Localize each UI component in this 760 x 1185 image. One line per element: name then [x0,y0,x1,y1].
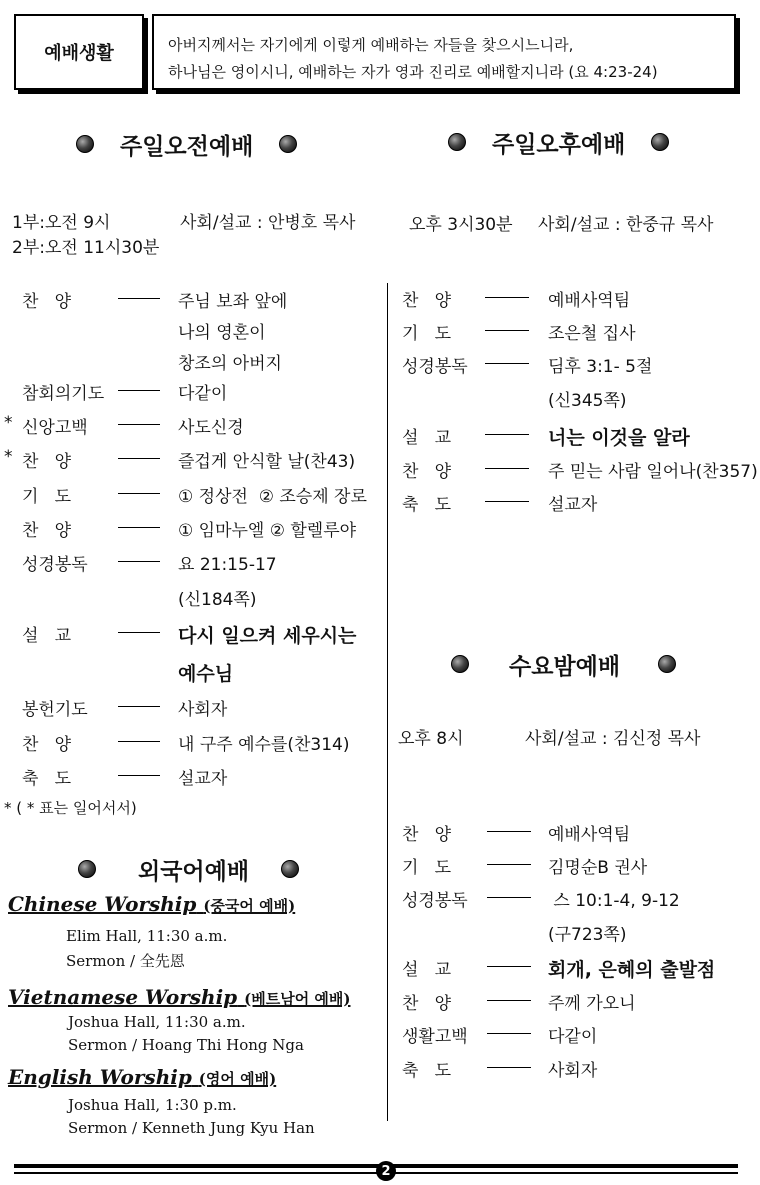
leader-dash [487,1000,531,1001]
leader-dash [118,493,160,494]
order-value: (구723쪽) [548,925,627,945]
order-label: 성경봉독 [22,555,88,575]
leader-dash [485,363,529,364]
column-divider [387,283,388,1121]
order-value: 설교자 [548,495,598,515]
page-number [376,1161,396,1181]
verse-line-2: 하나님은 영이시니, 예배하는 자가 영과 진리로 예배할지니라 (요 4:23-24) [168,63,658,81]
leader-dash [485,501,529,502]
order-label: 기 도 [402,324,452,344]
order-value: 조은철 집사 [548,324,636,344]
leader-dash [118,424,160,425]
leader-dash [487,864,531,865]
bullet-icon [279,135,297,153]
verse-line-1: 아버지께서는 자기에게 이렇게 예배하는 자들을 찾으시느니라, [168,36,574,54]
order-label: 설 교 [402,428,452,448]
chinese-title-text: Chinese Worship [8,892,197,916]
wednesday-time: 오후 8시 [398,729,464,749]
leader-dash [487,966,531,967]
foreign-title-text: 외국어예배 [138,858,250,885]
wednesday-title [451,647,676,681]
bullet-icon [281,860,299,878]
bullet-icon [78,860,96,878]
order-label: 찬 양 [402,994,452,1014]
order-value: (신184쪽) [178,590,257,610]
vietnamese-worship-title [8,985,350,1009]
chinese-sermon: Sermon / 全先恩 [66,952,185,970]
english-title-text: English Worship [8,1065,192,1089]
order-label: 성경봉독 [402,891,468,911]
leader-dash [118,298,160,299]
wednesday-title-text: 수요밤예배 [509,653,621,680]
afternoon-title [448,125,669,159]
morning-leader: 사회/설교 : 안병호 목사 [180,213,356,233]
english-sermon: Sermon / Kenneth Jung Kyu Han [68,1119,315,1137]
order-value: 딤후 3:1- 5절 [548,357,653,377]
leader-dash [485,297,529,298]
leader-dash [118,527,160,528]
chinese-title-kr: (중국어 예배) [203,897,296,915]
order-value: (신345쪽) [548,391,627,411]
standing-mark: * [4,413,13,433]
order-value: 사도신경 [178,418,244,438]
sermon-title: 회개, 은혜의 출발점 [548,959,716,981]
order-label: 축 도 [402,1061,452,1081]
vietnamese-title-text: Vietnamese Worship [8,985,238,1009]
leader-dash [118,741,160,742]
sermon-title: 다시 일으켜 세우시는 [178,625,357,647]
english-worship-title [8,1065,276,1089]
order-label: 설 교 [402,960,452,980]
chinese-worship-title [8,892,295,916]
order-value: 나의 영혼이 [178,323,266,343]
leader-dash [485,468,529,469]
leader-dash [118,706,160,707]
order-label: 설 교 [22,626,72,646]
morning-footnote: * ( * 표는 일어서서) [4,799,137,817]
order-value: 창조의 아버지 [178,354,282,374]
order-label: 찬 양 [402,291,452,311]
bullet-icon [651,133,669,151]
leader-dash [118,561,160,562]
section-label-box [14,14,144,90]
morning-title [76,127,297,161]
order-label: 신앙고백 [22,418,88,438]
order-label: 찬 양 [402,825,452,845]
order-value: 예배사역팀 [548,825,631,845]
order-label: 찬 양 [22,735,72,755]
order-label: 봉헌기도 [22,700,88,720]
vietnamese-title-kr: (베트남어 예배) [244,990,351,1008]
bullet-icon [658,655,676,673]
order-value: 설교자 [178,769,228,789]
order-value: 주께 가오니 [548,994,636,1014]
bullet-icon [76,135,94,153]
order-label: 축 도 [402,495,452,515]
english-location: Joshua Hall, 1:30 p.m. [68,1096,237,1114]
order-label: 축 도 [22,769,72,789]
foreign-title [78,852,299,886]
order-label: 참회의기도 [22,384,105,404]
order-value: 주 믿는 사람 일어나(찬357) [548,462,758,482]
order-value: 스 10:1-4, 9-12 [548,891,680,911]
sermon-title: 너는 이것을 알라 [548,427,690,449]
order-value: 사회자 [178,700,228,720]
morning-title-text: 주일오전예배 [120,133,254,160]
order-value: 내 구주 예수를(찬314) [178,735,350,755]
vietnamese-sermon: Sermon / Hoang Thi Hong Nga [68,1036,304,1054]
leader-dash [485,434,529,435]
order-value: 즐겁게 안식할 날(찬43) [178,452,356,472]
leader-dash [487,1067,531,1068]
morning-time-1: 1부:오전 9시 [12,213,111,233]
order-value: 요 21:15-17 [178,555,277,575]
order-label: 기 도 [22,487,72,507]
leader-dash [487,897,531,898]
order-value: ① 임마누엘 ② 할렐루야 [178,521,357,541]
order-value: 다같이 [548,1027,598,1047]
vietnamese-location: Joshua Hall, 11:30 a.m. [68,1013,246,1031]
order-value: 주님 보좌 앞에 [178,292,288,312]
verse-box [152,14,736,90]
morning-time-2: 2부:오전 11시30분 [12,238,160,258]
bullet-icon [448,133,466,151]
order-label: 성경봉독 [402,357,468,377]
order-label: 찬 양 [22,521,72,541]
wednesday-leader: 사회/설교 : 김신정 목사 [525,729,701,749]
order-value: 예배사역팀 [548,291,631,311]
leader-dash [487,831,531,832]
chinese-location: Elim Hall, 11:30 a.m. [66,927,228,945]
leader-dash [118,775,160,776]
order-label: 생활고백 [402,1027,468,1047]
order-label: 찬 양 [402,462,452,482]
leader-dash [487,1033,531,1034]
order-value: 다같이 [178,384,228,404]
order-label: 기 도 [402,858,452,878]
afternoon-leader: 사회/설교 : 한중규 목사 [538,215,714,235]
order-label: 찬 양 [22,292,72,312]
order-value: 사회자 [548,1061,598,1081]
sermon-title: 예수님 [178,663,234,685]
order-label: 찬 양 [22,452,72,472]
bullet-icon [451,655,469,673]
order-value: ① 정상전 ② 조승제 장로 [178,487,367,507]
leader-dash [118,458,160,459]
afternoon-time: 오후 3시30분 [409,215,513,235]
afternoon-title-text: 주일오후예배 [492,131,626,158]
page-number-text: 2 [381,1163,391,1179]
leader-dash [485,330,529,331]
section-label: 예배생활 [44,43,114,64]
english-title-kr: (영어 예배) [198,1070,277,1088]
standing-mark: * [4,447,13,467]
leader-dash [118,390,160,391]
order-value: 김명순B 권사 [548,858,648,878]
leader-dash [118,632,160,633]
